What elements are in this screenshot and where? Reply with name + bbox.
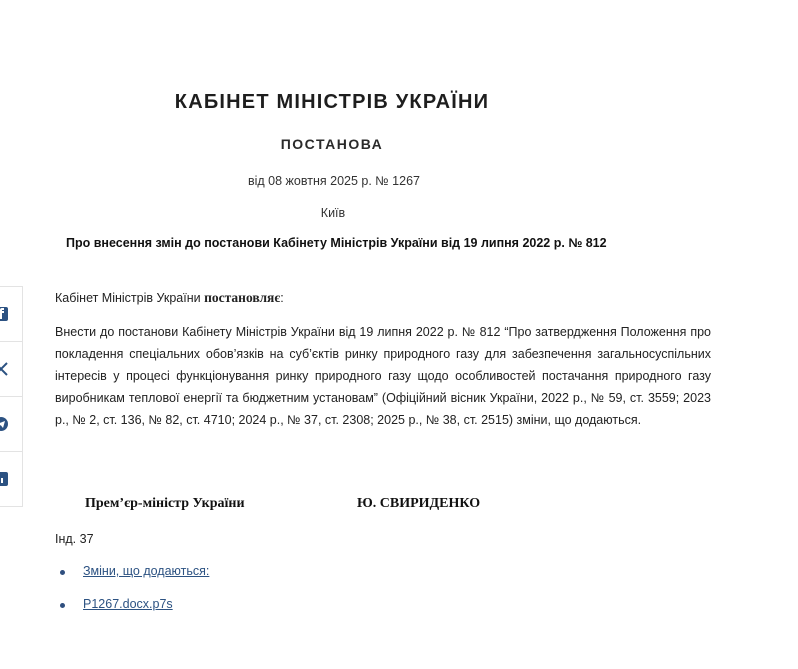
attachment-link-changes[interactable]: Зміни, що додаються: xyxy=(83,564,210,578)
bullet-icon xyxy=(60,570,65,575)
resolution-intro xyxy=(55,290,284,306)
intro-prefix: Кабінет Міністрів України xyxy=(55,291,205,305)
facebook-icon xyxy=(0,307,8,321)
share-rail xyxy=(0,286,23,507)
list-item xyxy=(55,564,209,597)
document-subject: Про внесення змін до постанови Кабінету Міністрів України від 19 липня 2022 р. № 812 xyxy=(66,236,607,250)
intro-keyword: постановляє xyxy=(204,290,281,305)
bullet-icon xyxy=(60,603,65,608)
document-index: Інд. 37 xyxy=(55,532,94,546)
telegram-icon xyxy=(0,417,8,431)
share-facebook-button[interactable] xyxy=(0,287,22,342)
share-telegram-button[interactable] xyxy=(0,397,22,452)
linkedin-icon xyxy=(0,472,8,486)
document-date-number: від 08 жовтня 2025 р. № 1267 xyxy=(248,174,420,188)
resolution-body: Внести до постанови Кабінету Міністрів України від 19 липня 2022 р. № 812 “Про затвердження Положення про покладення спеціальних обов’язків на суб’єктів ринку природного газу для забезпечення загальносуспільних інтересів у процесі функціонування ринку природного газу щодо особливостей постачання природного газу виробникам теплової енергії та бюджетним установам” (Офіційний вісник України, 2022 р., № 59, ст. 3559; 2023 р., № 2, ст. 136, № 82, ст. 4710; 2024 р., № 37, ст. 2308; 2025 р., № 38, ст. 2515) зміни, що додаються. xyxy=(55,325,711,427)
signature-role: Прем’єр-міністр України xyxy=(85,496,245,511)
attachments-list xyxy=(55,564,209,630)
signature-name: Ю. СВИРИДЕНКО xyxy=(357,496,481,511)
attachment-link-signature-file[interactable]: P1267.docx.p7s xyxy=(83,597,173,611)
intro-suffix: : xyxy=(280,291,284,305)
list-item xyxy=(55,597,209,630)
document-authority: КАБІНЕТ МІНІСТРІВ УКРАЇНИ xyxy=(174,91,490,113)
share-linkedin-button[interactable] xyxy=(0,452,22,506)
document-city: Київ xyxy=(320,206,346,220)
x-twitter-icon xyxy=(0,362,8,376)
share-x-button[interactable] xyxy=(0,342,22,397)
document-type: ПОСТАНОВА xyxy=(280,136,384,152)
